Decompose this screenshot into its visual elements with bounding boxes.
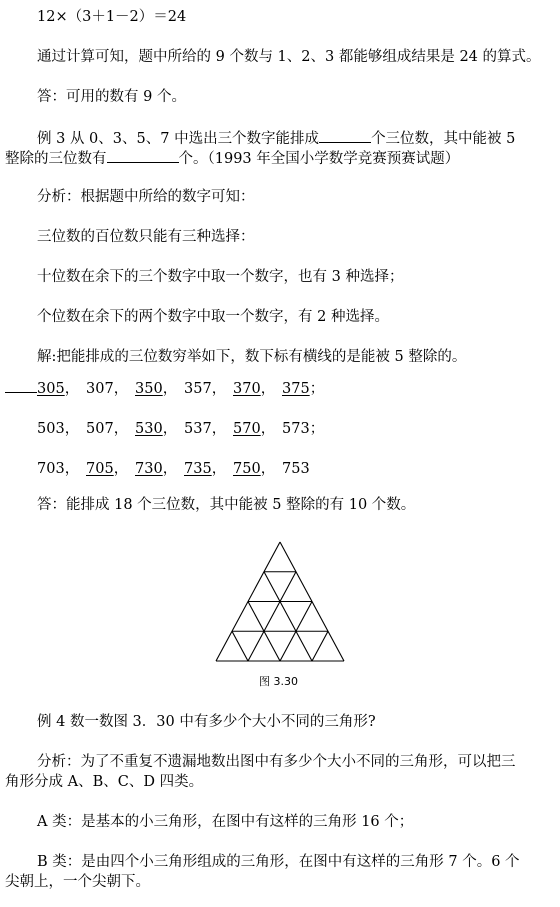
separator: ， — [64, 421, 80, 437]
underlined-number: 750 — [233, 461, 261, 477]
number: 357 — [184, 381, 212, 397]
separator: ， — [162, 381, 178, 397]
separator: ； — [309, 421, 325, 437]
right-parallel-line — [232, 631, 248, 661]
equation-line: 12×（3＋1－2）＝24 — [37, 9, 187, 25]
calc-conclusion: 通过计算可知，题中所给的 9 个数与 1、2、3 都能够组成结果是 24 的算式。 — [37, 49, 541, 65]
underlined-number: 735 — [184, 461, 212, 477]
separator: ， — [113, 461, 129, 477]
separator: ， — [64, 381, 80, 397]
number-cell — [37, 460, 86, 478]
number: 753 — [282, 461, 310, 477]
number-cell — [184, 420, 233, 438]
separator: ， — [162, 461, 178, 477]
separator: ， — [162, 421, 178, 437]
example3-line2 — [5, 148, 459, 168]
left-parallel-line — [312, 631, 328, 661]
analysis4-line1: 分析：为了不重复不遗漏地数出图中有多少个大小不同的三角形，可以把三 — [37, 754, 516, 770]
number-cell — [86, 460, 135, 478]
number-row — [37, 420, 331, 438]
underlined-number: 730 — [135, 461, 163, 477]
number-cell — [184, 380, 233, 398]
underlined-number: 530 — [135, 421, 163, 437]
separator: ， — [113, 381, 129, 397]
number: 507 — [86, 421, 114, 437]
number-cell — [37, 420, 86, 438]
analysis-line: 分析：根据题中所给的数字可知： — [37, 189, 255, 205]
analysis4-line2: 角形分成 A、B、C、D 四类。 — [5, 774, 204, 790]
tens-line: 十位数在余下的三个数字中取一个数字，也有 3 种选择； — [37, 269, 404, 285]
hundreds-line: 三位数的百位数只能有三种选择： — [37, 229, 255, 245]
class-b-line1: B 类：是由四个小三角形组成的三角形，在图中有这样的三角形 7 个。6 个 — [37, 854, 520, 870]
number-cell — [135, 420, 184, 438]
number: 503 — [37, 421, 65, 437]
number: 537 — [184, 421, 212, 437]
example3-text-d: 个。（1993 年全国小学数学竞赛预赛试题） — [178, 151, 460, 167]
row-indent-underline — [5, 378, 37, 393]
separator: ， — [64, 461, 80, 477]
separator: ， — [113, 421, 129, 437]
underlined-number: 570 — [233, 421, 261, 437]
solution-line: 解:把能排成的三位数穷举如下，数下标有横线的是能被 5 整除的。 — [37, 349, 467, 365]
triangle-figure — [210, 538, 350, 665]
number-cell — [282, 380, 331, 398]
number: 307 — [86, 381, 114, 397]
ones-line: 个位数在余下的两个数字中取一个数字，有 2 种选择。 — [37, 309, 389, 325]
example3-text-c: 整除的三位数有 — [5, 151, 107, 167]
separator: ， — [260, 421, 276, 437]
answer3-line: 答：能排成 18 个三位数，其中能被 5 整除的有 10 个数。 — [37, 497, 416, 513]
example3-line1 — [37, 128, 515, 148]
underlined-number: 305 — [37, 381, 65, 397]
underlined-number: 705 — [86, 461, 114, 477]
number: 703 — [37, 461, 65, 477]
number-cell — [233, 460, 282, 478]
underlined-number: 350 — [135, 381, 163, 397]
number-cell — [233, 380, 282, 398]
number-cell — [282, 420, 331, 438]
separator: ； — [309, 381, 325, 397]
underlined-number: 370 — [233, 381, 261, 397]
number: 573 — [282, 421, 310, 437]
example3-text-a: 例 3 从 0、3、5、7 中选出三个数字能排成 — [37, 131, 320, 147]
number-cell — [135, 460, 184, 478]
number-cell — [184, 460, 233, 478]
number-cell — [135, 380, 184, 398]
example3-text-b: 个三位数，其中能被 5 — [371, 131, 516, 147]
number-cell — [86, 420, 135, 438]
underlined-number: 375 — [282, 381, 310, 397]
separator: ， — [260, 461, 276, 477]
answer-line: 答：可用的数有 9 个。 — [37, 89, 186, 105]
answer-blank-2 — [107, 148, 179, 163]
separator: ， — [211, 421, 227, 437]
class-b-line2: 尖朝上，一个尖朝下。 — [5, 874, 150, 890]
number-cell — [233, 420, 282, 438]
number-row — [37, 380, 331, 398]
right-parallel-line — [264, 572, 312, 661]
left-parallel-line — [248, 572, 296, 661]
separator: ， — [211, 461, 227, 477]
example4-line: 例 4 数一数图 3．30 中有多少个大小不同的三角形? — [37, 714, 376, 730]
answer-blank-1 — [319, 128, 371, 143]
number-cell — [282, 460, 331, 478]
separator: ， — [211, 381, 227, 397]
number-cell — [86, 380, 135, 398]
separator: ， — [260, 381, 276, 397]
figure-caption: 图 3.30 — [259, 675, 298, 688]
number-cell — [37, 380, 86, 398]
number-row — [37, 460, 331, 478]
class-a-line: A 类：是基本的小三角形，在图中有这样的三角形 16 个； — [37, 814, 414, 830]
